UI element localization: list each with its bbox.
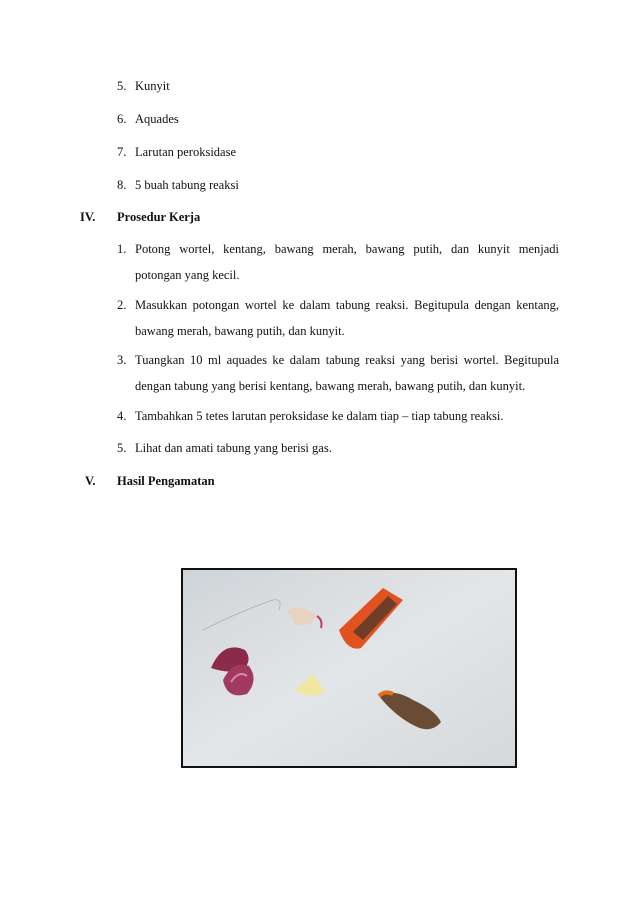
procedure-line: Tuangkan 10 ml aquades ke dalam tabung reaksi yang berisi wortel. Begitupula bbox=[135, 353, 559, 367]
procedure-line: bawang merah, bawang putih, dan kunyit. bbox=[135, 324, 345, 338]
list-number: 3. bbox=[117, 353, 127, 367]
list-number: 7. bbox=[117, 145, 127, 159]
list-number: 2. bbox=[117, 298, 127, 312]
observation-photo-drawing bbox=[183, 570, 515, 766]
procedure-step bbox=[135, 292, 559, 344]
procedure-line: Potong wortel, kentang, bawang merah, bawang putih, dan kunyit menjadi bbox=[135, 242, 559, 256]
procedure-line: Tambahkan 5 tetes larutan peroksidase ke dalam tiap – tiap tabung reaksi. bbox=[135, 409, 504, 423]
procedure-step bbox=[135, 347, 559, 399]
list-number: 8. bbox=[117, 178, 127, 192]
material-item: Aquades bbox=[135, 112, 179, 126]
observation-photo bbox=[181, 568, 517, 768]
section-title: Hasil Pengamatan bbox=[117, 474, 215, 488]
procedure-step bbox=[135, 236, 559, 288]
list-number: 4. bbox=[117, 409, 127, 423]
section-numeral: V. bbox=[85, 474, 96, 488]
list-number: 5. bbox=[117, 79, 127, 93]
procedure-line: potongan yang kecil. bbox=[135, 268, 240, 282]
section-numeral: IV. bbox=[80, 210, 96, 224]
material-item: Larutan peroksidase bbox=[135, 145, 237, 159]
material-item: Kunyit bbox=[135, 79, 170, 93]
list-number: 5. bbox=[117, 441, 127, 455]
procedure-line: Masukkan potongan wortel ke dalam tabung reaksi. Begitupula dengan kentang, bbox=[135, 298, 559, 312]
list-number: 6. bbox=[117, 112, 127, 126]
list-number: 1. bbox=[117, 242, 127, 256]
procedure-line: dengan tabung yang berisi kentang, bawang merah, bawang putih, dan kunyit. bbox=[135, 379, 526, 393]
material-item: 5 buah tabung reaksi bbox=[135, 178, 239, 192]
procedure-line: Lihat dan amati tabung yang berisi gas. bbox=[135, 441, 332, 455]
section-title: Prosedur Kerja bbox=[117, 210, 201, 224]
